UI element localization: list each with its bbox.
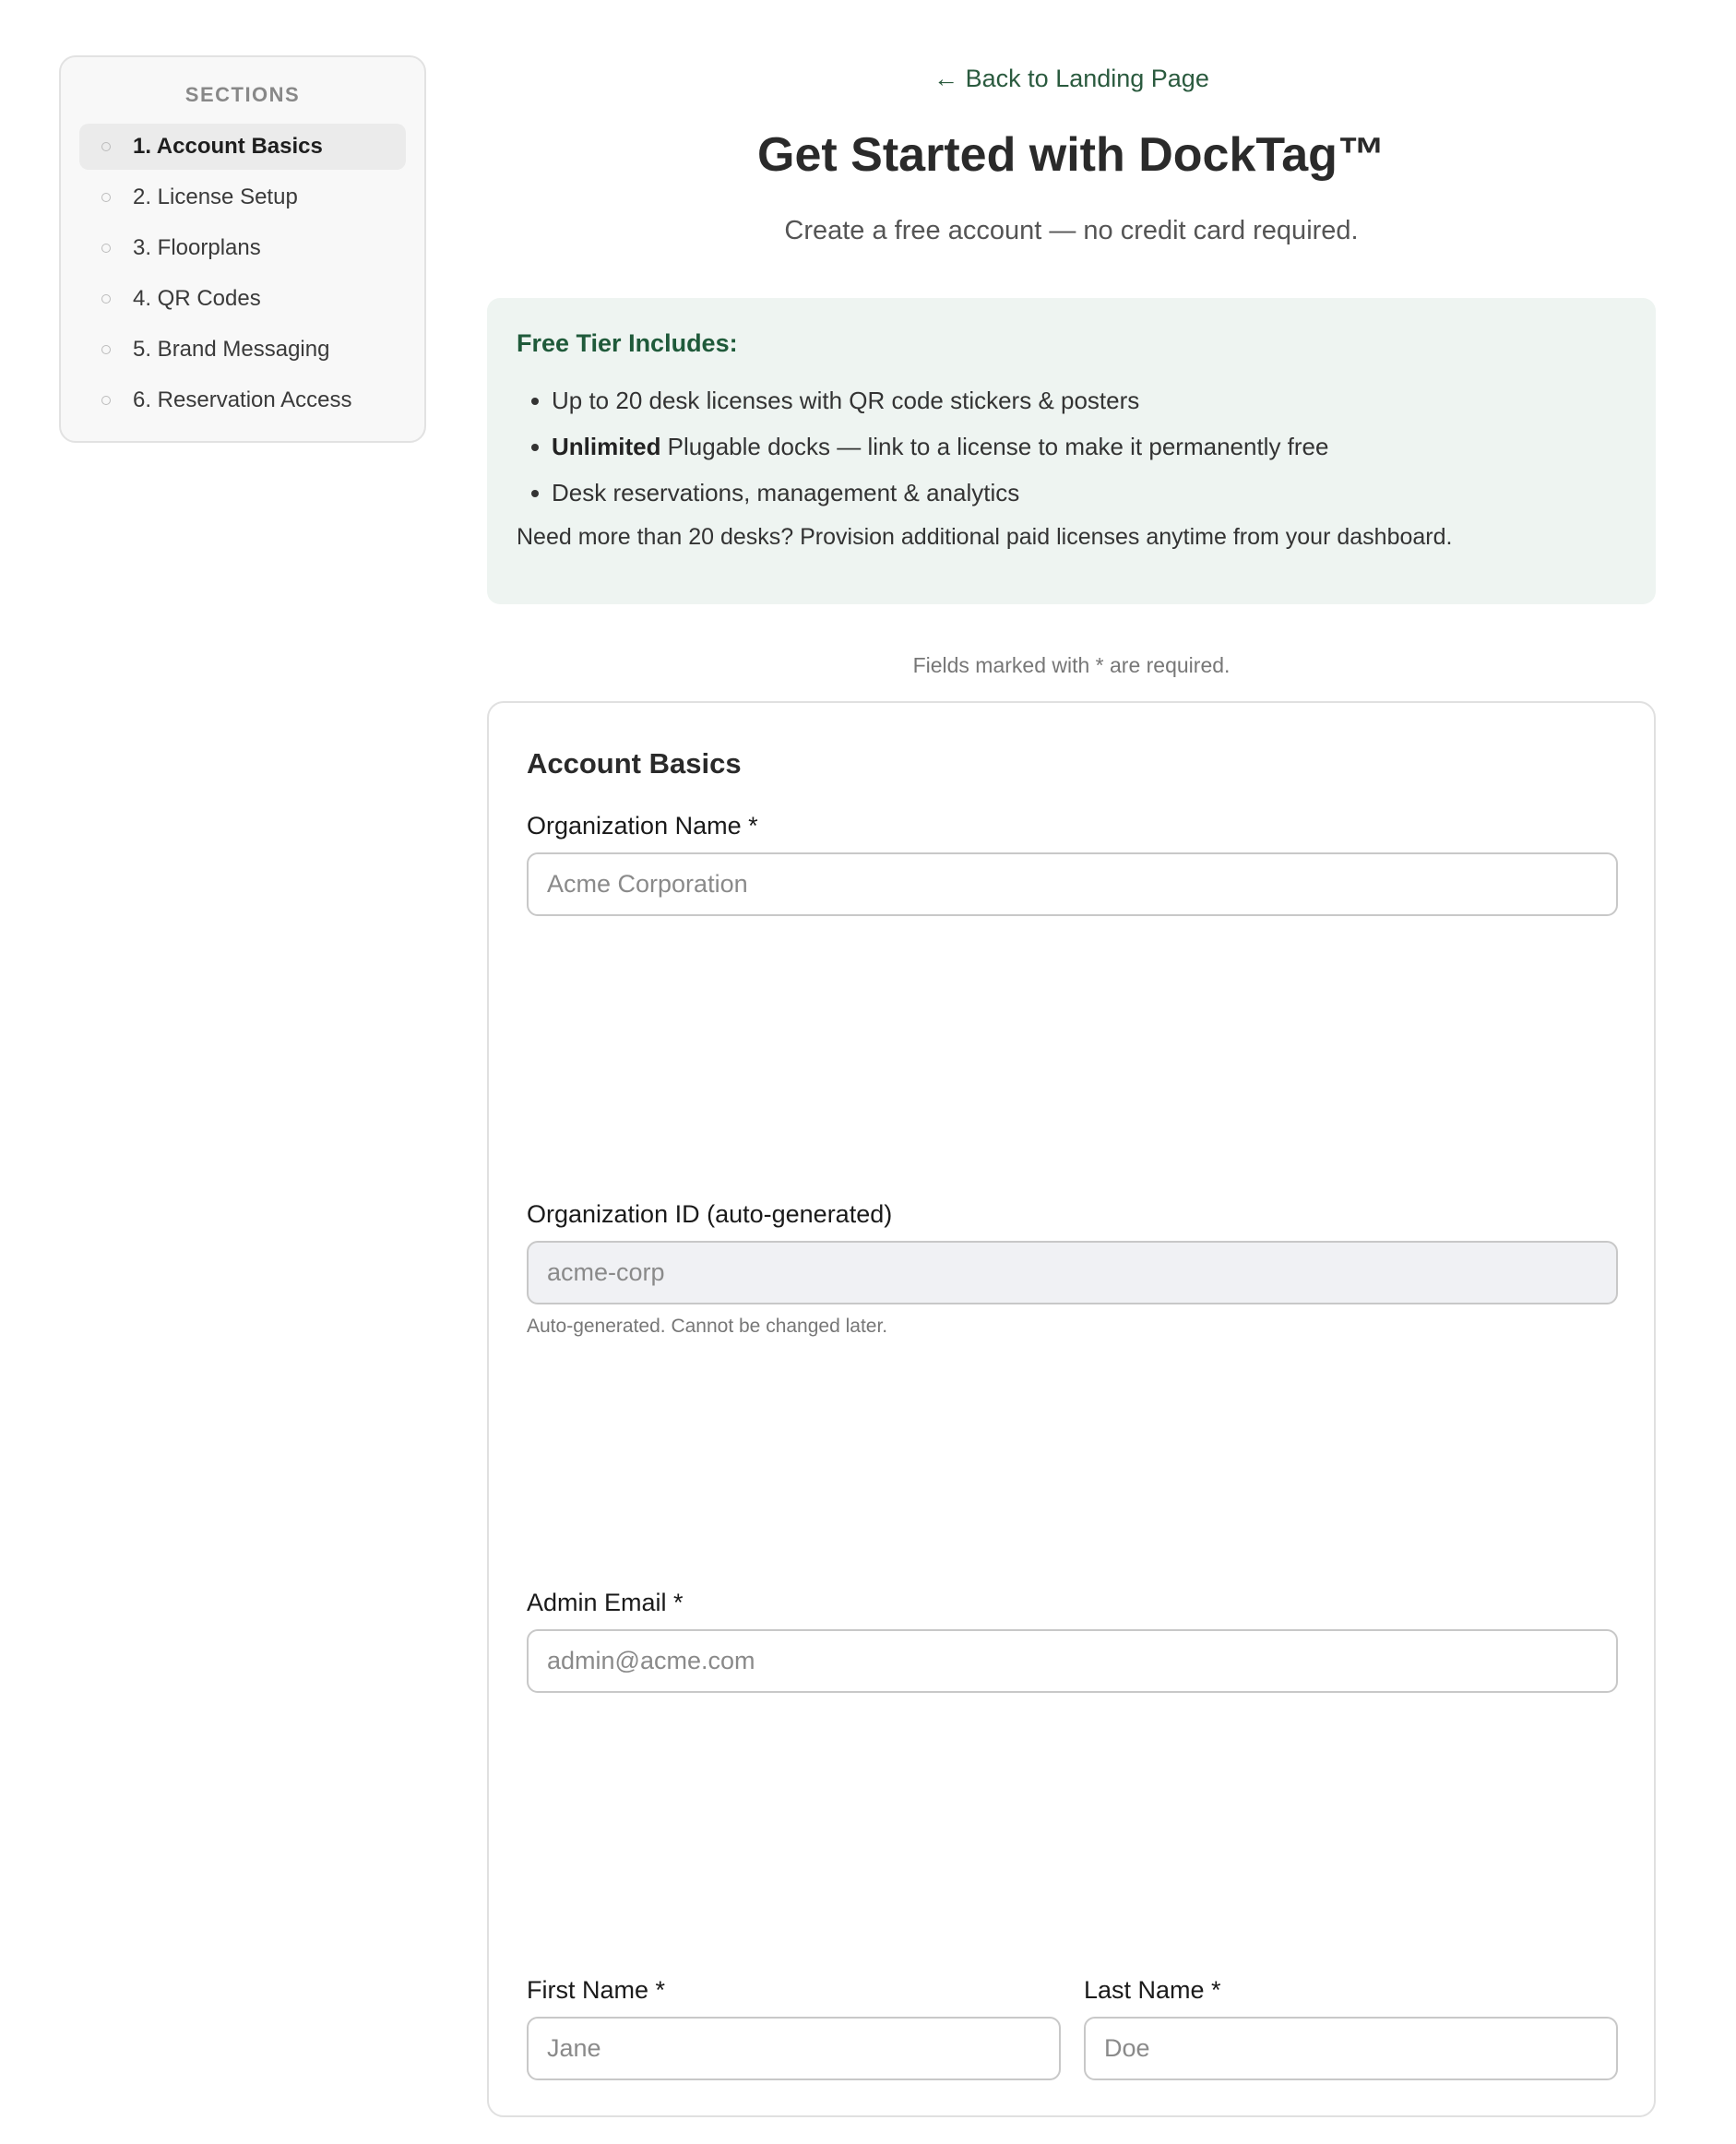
circle-bullet-icon [101,244,111,253]
org-id-field-group [527,1200,1618,1338]
sidebar-item-reservation-access[interactable] [79,377,406,423]
name-row [527,1976,1618,2080]
circle-bullet-icon [101,142,111,151]
sidebar-item-label: 1. Account Basics [133,134,323,159]
back-to-landing-link[interactable]: ← Back to Landing Page [933,65,1209,92]
org-name-input[interactable] [527,852,1618,916]
admin-email-label: Admin Email * [527,1589,684,1616]
last-name-input[interactable] [1084,2017,1618,2080]
free-tier-item: Up to 20 desk licenses with QR code stickers & posters [531,386,1626,416]
page-title: Get Started with DockTag™ [757,128,1385,182]
free-tier-box [487,298,1656,604]
org-name-label: Organization Name * [527,812,758,840]
free-tier-item: Unlimited Plugable docks — link to a license to make it permanently free [531,432,1626,462]
circle-bullet-icon [101,396,111,405]
first-name-input[interactable] [527,2017,1061,2080]
sidebar-item-label: 3. Floorplans [133,235,261,260]
section-title: Account Basics [527,747,742,780]
sections-sidebar [59,55,426,443]
circle-bullet-icon [101,193,111,202]
account-basics-card [487,701,1656,2117]
admin-email-input[interactable] [527,1629,1618,1693]
sidebar-item-account-basics[interactable] [79,124,406,170]
admin-email-field-group [527,1589,1618,1693]
sidebar-item-label: 2. License Setup [133,185,298,209]
sidebar-title: SECTIONS [184,83,301,106]
sidebar-item-brand-messaging[interactable] [79,327,406,373]
sidebar-item-label: 6. Reservation Access [133,387,352,412]
circle-bullet-icon [101,294,111,304]
sidebar-item-label: 5. Brand Messaging [133,337,330,362]
org-id-hint: Auto-generated. Cannot be changed later. [527,1316,888,1337]
org-id-label: Organization ID (auto-generated) [527,1200,893,1228]
free-tier-list [517,386,1626,508]
emphasis-text: Unlimited [552,433,661,460]
page-subtitle: Create a free account — no credit card required. [784,216,1359,245]
last-name-label: Last Name * [1084,1976,1221,2004]
sidebar-item-floorplans[interactable] [79,225,406,271]
circle-bullet-icon [101,345,111,354]
free-tier-note: Need more than 20 desks? Provision additional paid licenses anytime from your dashboard. [517,524,1453,550]
free-tier-item: Desk reservations, management & analytics [531,478,1626,508]
first-name-label: First Name * [527,1976,666,2004]
sidebar-item-qr-codes[interactable] [79,276,406,322]
org-id-input [527,1241,1618,1304]
sidebar-item-license-setup[interactable] [79,174,406,220]
required-fields-note: Fields marked with * are required. [912,653,1231,677]
sidebar-item-label: 4. QR Codes [133,286,261,311]
org-name-field-group [527,812,1618,916]
free-tier-title: Free Tier Includes: [517,329,738,357]
last-name-field-group [1084,1976,1618,2080]
first-name-field-group [527,1976,1061,2080]
